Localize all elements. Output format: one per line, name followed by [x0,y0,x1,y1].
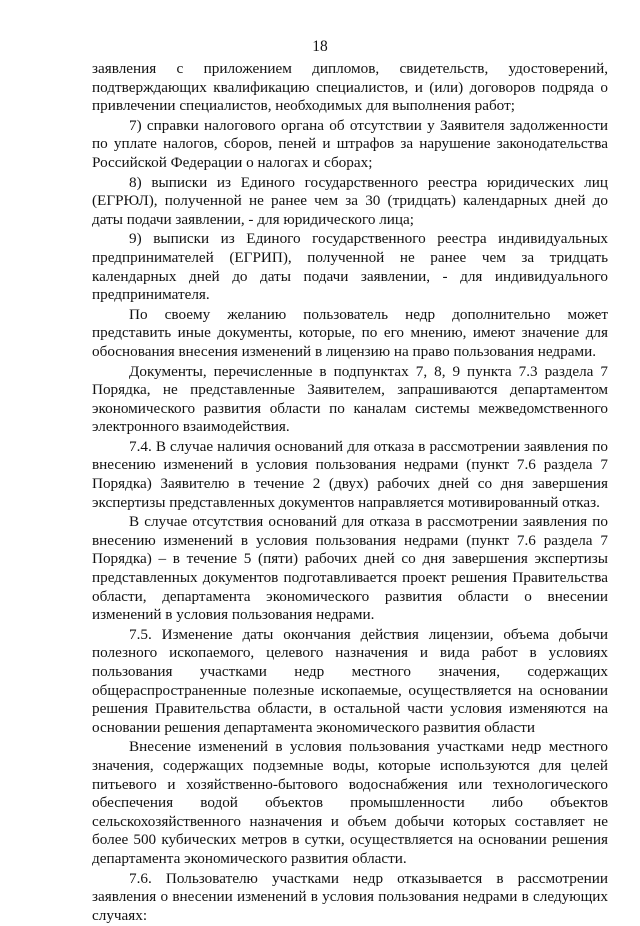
paragraph-no-refusal: В случае отсутствия оснований для отказа в рассмотрении заявления по внесению изменений в условия пользования недрами (пункт 7.6 раздела 7 Порядка) – в течение 5 (пяти) рабочих дней со дня завершения экспертизы представленных документов подготавливается проект решения Правительства области, департамента экономического развития области о внесении изменений в условия пользования недрами. [92,513,608,624]
section-7-5: 7.5. Изменение даты окончания действия лицензии, объема добычи полезного ископаемого, целевого назначения и вида работ в условиях пользования участками недр местного значения, содержащих общераспространенные полезные ископаемые, осуществляется на основании решения Правительства области, в остальной части условия изменяются на основании решения департамента экономического развития области [92,625,608,736]
section-7-6: 7.6. Пользователю участками недр отказывается в рассмотрении заявления о внесении изменений в условия пользования недрами в следующих случаях: [92,869,608,924]
page-number: 18 [312,38,328,55]
list-item-9: 9) выписки из Единого государственного реестра индивидуальных предпринимателей (ЕГРИП), полученной не ранее чем за тридцать календарных дней до даты подачи заявлении, - для индивидуального предпринимателя. [92,230,608,304]
list-item-8: 8) выписки из Единого государственного реестра юридических лиц (ЕГРЮЛ), полученной не ранее чем за 30 (тридцать) календарных дней до даты подачи заявлении, - для юридического лица; [92,173,608,228]
paragraph-continuation: заявления с приложением дипломов, свидетельств, удостоверений, подтверждающих квалификацию специалистов, и (или) договоров подряда о привлечении специалистов, необходимых для выполнения работ; [92,60,608,115]
list-item-7: 7) справки налогового органа об отсутствии у Заявителя задолженности по уплате налогов, сборов, пеней и штрафов за нарушение законодательства Российской Федерации о налогах и сборах; [92,116,608,171]
paragraph-documents-request: Документы, перечисленные в подпунктах 7, 8, 9 пункта 7.3 раздела 7 Порядка, не представленные Заявителем, запрашиваются департаментом экономического развития области по каналам системы межведомственного электронного взаимодействия. [92,362,608,436]
paragraph-groundwater: Внесение изменений в условия пользования участками недр местного значения, содержащих подземные воды, которые используются для целей питьевого и хозяйственно-бытового водоснабжения или технологического обеспечения водой объектов промышленности либо объектов сельскохозяйственного назначения и объем добычи которых составляет не более 500 кубических метров в сутки, осуществляется на основании решения департамента экономического развития области. [92,738,608,867]
document-body [92,60,608,926]
section-7-4: 7.4. В случае наличия оснований для отказа в рассмотрении заявления по внесению изменений в условия пользования недрами (пункт 7.6 раздела 7 Порядка) Заявителю в течение 2 (двух) рабочих дней со дня завершения экспертизы представленных документов направляется мотивированный отказ. [92,437,608,511]
paragraph-additional-documents: По своему желанию пользователь недр дополнительно может представить иные документы, которые, по его мнению, имеют значение для обоснования внесения изменений в лицензию на право пользования недрами. [92,305,608,360]
